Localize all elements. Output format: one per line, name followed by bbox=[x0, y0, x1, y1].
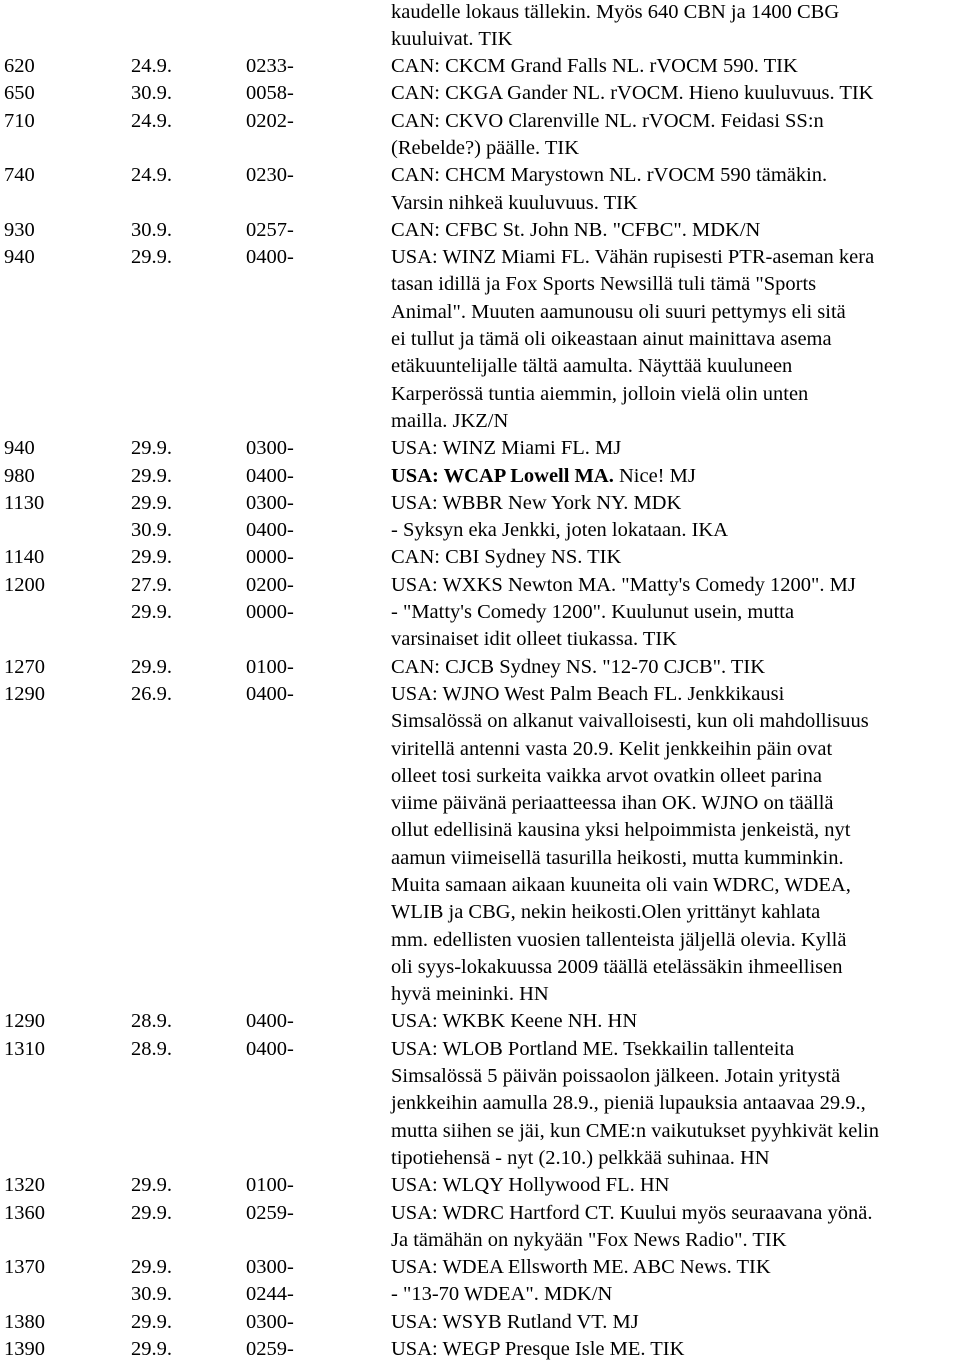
entry-line bbox=[0, 899, 960, 926]
text-segment: USA: WINZ Miami FL. Vähän rupisesti PTR-aseman kera bbox=[391, 246, 875, 269]
entry-line bbox=[0, 353, 960, 380]
entry-line bbox=[0, 1008, 960, 1035]
text-segment: Karperössä tuntia aiemmin, jolloin vielä olin unten bbox=[391, 382, 809, 405]
time: 0202- bbox=[246, 109, 294, 132]
entry-line bbox=[0, 408, 960, 435]
text-segment: CAN: CKCM Grand Falls NL. rVOCM 590. TIK bbox=[391, 55, 798, 78]
text-segment: - Syksyn eka Jenkki, joten lokataan. IKA bbox=[391, 519, 729, 542]
text-segment: oli syys-lokakuussa 2009 täällä etelässäkin ihmeellisen bbox=[391, 955, 843, 978]
time: 0233- bbox=[246, 55, 294, 78]
entry-line bbox=[0, 572, 960, 599]
log-entry bbox=[0, 1281, 960, 1308]
entry-line bbox=[0, 817, 960, 844]
text-segment: (Rebelde?) päälle. TIK bbox=[391, 136, 580, 159]
text-segment: kaudelle lokaus tällekin. Myös 640 CBN ja 1400 CBG bbox=[391, 0, 840, 23]
time: 0400- bbox=[246, 1037, 294, 1060]
text-segment: viime päivänä periaatteessa ihan OK. WJNO on täällä bbox=[391, 792, 834, 815]
log-entry bbox=[0, 1200, 960, 1255]
text-segment: USA: WSYB Rutland VT. MJ bbox=[391, 1310, 639, 1333]
log-entry bbox=[0, 1036, 960, 1172]
entry-line bbox=[0, 1336, 960, 1363]
log-entry bbox=[0, 517, 960, 544]
entry-line bbox=[0, 162, 960, 189]
time: 0244- bbox=[246, 1283, 294, 1306]
entry-line bbox=[0, 190, 960, 217]
date: 24.9. bbox=[131, 109, 172, 132]
entry-text bbox=[391, 435, 621, 462]
date: 29.9. bbox=[131, 464, 172, 487]
entry-line bbox=[0, 244, 960, 271]
date: 29.9. bbox=[131, 1256, 172, 1279]
entry-text bbox=[391, 353, 792, 380]
entry-line bbox=[0, 490, 960, 517]
entry-text bbox=[391, 326, 832, 353]
text-segment: Animal". Muuten aamunousu oli suuri pettymys eli sitä bbox=[391, 300, 846, 323]
entry-line bbox=[0, 872, 960, 899]
time: 0259- bbox=[246, 1338, 294, 1361]
entry-line bbox=[0, 1118, 960, 1145]
frequency: 620 bbox=[4, 55, 35, 78]
frequency: 930 bbox=[4, 218, 35, 241]
frequency: 1360 bbox=[4, 1201, 45, 1224]
entry-text bbox=[391, 408, 508, 435]
text-segment: USA: WJNO West Palm Beach FL. Jenkkikausi bbox=[391, 682, 785, 705]
log-entry bbox=[0, 53, 960, 80]
log-entry bbox=[0, 1309, 960, 1336]
entry-text bbox=[391, 708, 869, 735]
time: 0000- bbox=[246, 601, 294, 624]
text-segment: USA: WBBR New York NY. MDK bbox=[391, 491, 682, 514]
text-segment: mutta siihen se jäi, kun CME:n vaikutukset pyyhkivät kelin bbox=[391, 1119, 879, 1142]
frequency: 1200 bbox=[4, 573, 45, 596]
entry-text bbox=[391, 162, 827, 189]
station-bold: USA: WCAP Lowell MA. bbox=[391, 464, 614, 487]
entry-line bbox=[0, 1145, 960, 1172]
time: 0300- bbox=[246, 1256, 294, 1279]
text-segment: kuuluivat. TIK bbox=[391, 27, 513, 50]
text-segment: Ja tämähän on nykyään "Fox News Radio". TIK bbox=[391, 1228, 787, 1251]
time: 0300- bbox=[246, 437, 294, 460]
text-segment: ollut edellisinä kausina yksi helpoimmista jenkeistä, nyt bbox=[391, 819, 851, 842]
time: 0400- bbox=[246, 519, 294, 542]
entry-line bbox=[0, 381, 960, 408]
text-segment: mailla. JKZ/N bbox=[391, 409, 509, 432]
time: 0200- bbox=[246, 573, 294, 596]
date: 29.9. bbox=[131, 437, 172, 460]
log-entry bbox=[0, 544, 960, 571]
date: 24.9. bbox=[131, 55, 172, 78]
text-segment: CAN: CFBC St. John NB. "CFBC". MDK/N bbox=[391, 218, 761, 241]
text-segment: USA: WDRC Hartford CT. Kuului myös seuraavana yönä. bbox=[391, 1201, 873, 1224]
entry-text bbox=[391, 599, 794, 626]
text-segment: CAN: CKVO Clarenville NL. rVOCM. Feidasi SS:n bbox=[391, 109, 824, 132]
entry-line bbox=[0, 299, 960, 326]
entry-text bbox=[391, 845, 844, 872]
text-segment: Muita samaan aikaan kuuneita oli vain WDRC, WDEA, bbox=[391, 874, 851, 896]
date: 27.9. bbox=[131, 573, 172, 596]
frequency: 650 bbox=[4, 82, 35, 105]
entry-text bbox=[391, 654, 765, 681]
text-segment: - "Matty's Comedy 1200". Kuulunut usein, mutta bbox=[391, 601, 795, 624]
entry-line bbox=[0, 435, 960, 462]
entry-text bbox=[391, 463, 696, 490]
text-segment: Nice! MJ bbox=[613, 464, 696, 487]
entry-text bbox=[391, 299, 846, 326]
text-segment: CAN: CHCM Marystown NL. rVOCM 590 tämäkin. bbox=[391, 164, 828, 187]
date: 29.9. bbox=[131, 246, 172, 269]
log-entry bbox=[0, 490, 960, 517]
text-segment: ei tullut ja tämä oli oikeastaan ainut mainittava asema bbox=[391, 328, 832, 351]
entry-text bbox=[391, 1118, 879, 1145]
entry-line bbox=[0, 681, 960, 708]
entry-line bbox=[0, 1227, 960, 1254]
entry-text bbox=[391, 26, 512, 53]
text-segment: USA: WLOB Portland ME. Tsekkailin tallenteita bbox=[391, 1037, 795, 1060]
frequency: 1290 bbox=[4, 1010, 45, 1033]
entry-line bbox=[0, 1090, 960, 1117]
entry-text bbox=[391, 817, 850, 844]
entry-text bbox=[391, 899, 820, 926]
time: 0257- bbox=[246, 218, 294, 241]
text-segment: etäkuuntelijalle tältä aamulta. Näyttää kuuluneen bbox=[391, 355, 793, 378]
entry-line bbox=[0, 927, 960, 954]
date: 28.9. bbox=[131, 1037, 172, 1060]
entry-line bbox=[0, 135, 960, 162]
text-segment: USA: WDEA Ellsworth ME. ABC News. TIK bbox=[391, 1256, 771, 1279]
frequency: 980 bbox=[4, 464, 35, 487]
log-entry bbox=[0, 599, 960, 654]
frequency: 1310 bbox=[4, 1037, 45, 1060]
entry-text bbox=[391, 544, 621, 571]
date: 26.9. bbox=[131, 682, 172, 705]
entry-text bbox=[391, 190, 638, 217]
log-entry bbox=[0, 463, 960, 490]
text-segment: WLIB ja CBG, nekin heikosti.Olen yrittänyt kahlata bbox=[391, 901, 821, 924]
log-entry bbox=[0, 654, 960, 681]
entry-text bbox=[391, 954, 842, 981]
log-entry bbox=[0, 1254, 960, 1281]
entry-line bbox=[0, 271, 960, 298]
entry-text bbox=[391, 1063, 840, 1090]
entry-text bbox=[391, 1172, 669, 1199]
entry-text bbox=[391, 490, 681, 517]
entry-text bbox=[391, 217, 760, 244]
entry-text bbox=[391, 681, 784, 708]
time: 0400- bbox=[246, 682, 294, 705]
entry-line bbox=[0, 626, 960, 653]
entry-text bbox=[391, 736, 832, 763]
frequency: 940 bbox=[4, 246, 35, 269]
entry-line bbox=[0, 326, 960, 353]
entry-line bbox=[0, 708, 960, 735]
entry-line bbox=[0, 1172, 960, 1199]
entry-text bbox=[391, 517, 728, 544]
entry-line bbox=[0, 463, 960, 490]
date: 29.9. bbox=[131, 491, 172, 514]
frequency: 1140 bbox=[4, 546, 45, 569]
entry-text bbox=[391, 790, 834, 817]
entry-text bbox=[391, 53, 798, 80]
entry-text bbox=[391, 763, 822, 790]
date: 29.9. bbox=[131, 1201, 172, 1224]
entry-text bbox=[391, 872, 851, 899]
time: 0000- bbox=[246, 546, 294, 569]
time: 0300- bbox=[246, 1310, 294, 1333]
entry-line bbox=[0, 1254, 960, 1281]
entry-text bbox=[391, 80, 873, 107]
log-entry bbox=[0, 435, 960, 462]
entry-text bbox=[391, 626, 677, 653]
time: 0100- bbox=[246, 1174, 294, 1197]
log-entry bbox=[0, 162, 960, 217]
text-segment: viritellä antenni vasta 20.9. Kelit jenkkeihin päin ovat bbox=[391, 737, 833, 760]
text-segment: hyvä meininki. HN bbox=[391, 983, 549, 1006]
entry-text bbox=[391, 1200, 872, 1227]
text-segment: tipotiehensä - nyt (2.10.) pelkkää suhinaa. HN bbox=[391, 1146, 770, 1169]
time: 0100- bbox=[246, 655, 294, 678]
entry-text bbox=[391, 1227, 787, 1254]
text-segment: varsinaiset idit olleet tiukassa. TIK bbox=[391, 628, 677, 651]
date: 29.9. bbox=[131, 601, 172, 624]
entry-line bbox=[0, 654, 960, 681]
date: 30.9. bbox=[131, 519, 172, 542]
entry-line bbox=[0, 981, 960, 1008]
entry-line bbox=[0, 544, 960, 571]
frequency: 1290 bbox=[4, 682, 45, 705]
date: 24.9. bbox=[131, 164, 172, 187]
text-segment: aamun viimeisellä tasurilla heikosti, mutta kumminkin. bbox=[391, 846, 844, 869]
text-segment: USA: WINZ Miami FL. MJ bbox=[391, 437, 622, 460]
frequency: 1320 bbox=[4, 1174, 45, 1197]
log-entry bbox=[0, 0, 960, 53]
entry-line bbox=[0, 217, 960, 244]
entry-line bbox=[0, 1063, 960, 1090]
log-entry bbox=[0, 681, 960, 1009]
date: 29.9. bbox=[131, 546, 172, 569]
text-segment: olleet tosi surkeita vaikka arvot ovatkin olleet parina bbox=[391, 764, 822, 787]
text-segment: - "13-70 WDEA". MDK/N bbox=[391, 1283, 613, 1306]
text-segment: CAN: CKGA Gander NL. rVOCM. Hieno kuuluvuus. TIK bbox=[391, 82, 874, 105]
log-entry bbox=[0, 572, 960, 599]
frequency: 1270 bbox=[4, 655, 45, 678]
entry-text bbox=[391, 271, 816, 298]
date: 29.9. bbox=[131, 1174, 172, 1197]
entry-text bbox=[391, 1008, 637, 1035]
time: 0230- bbox=[246, 164, 294, 187]
time: 0058- bbox=[246, 82, 294, 105]
entry-line bbox=[0, 0, 960, 26]
frequency: 1380 bbox=[4, 1310, 45, 1333]
date: 30.9. bbox=[131, 82, 172, 105]
log-entry bbox=[0, 217, 960, 244]
entry-text bbox=[391, 135, 579, 162]
entry-text bbox=[391, 108, 824, 135]
date: 29.9. bbox=[131, 1338, 172, 1361]
log-entry bbox=[0, 1008, 960, 1035]
frequency: 1390 bbox=[4, 1338, 45, 1361]
frequency: 740 bbox=[4, 164, 35, 187]
text-segment: Simsalössä on alkanut vaivalloisesti, kun oli mahdollisuus bbox=[391, 710, 869, 733]
date: 29.9. bbox=[131, 1310, 172, 1333]
text-segment: USA: WKBK Keene NH. HN bbox=[391, 1010, 638, 1033]
entry-line bbox=[0, 1281, 960, 1308]
entry-line bbox=[0, 108, 960, 135]
text-segment: CAN: CJCB Sydney NS. "12-70 CJCB". TIK bbox=[391, 655, 766, 678]
entry-text bbox=[391, 572, 856, 599]
entry-text bbox=[391, 1281, 612, 1308]
entry-line bbox=[0, 763, 960, 790]
entry-text bbox=[391, 244, 874, 271]
entry-line bbox=[0, 80, 960, 107]
frequency: 1370 bbox=[4, 1256, 45, 1279]
time: 0259- bbox=[246, 1201, 294, 1224]
log-entry bbox=[0, 80, 960, 107]
entry-text bbox=[391, 927, 846, 954]
text-segment: tasan idillä ja Fox Sports Newsillä tuli tämä "Sports bbox=[391, 273, 817, 296]
date: 30.9. bbox=[131, 218, 172, 241]
entry-line bbox=[0, 517, 960, 544]
text-segment: mm. edellisten vuosien tallenteista jäljellä olevia. Kyllä bbox=[391, 928, 847, 951]
entry-line bbox=[0, 736, 960, 763]
log-entry bbox=[0, 1172, 960, 1199]
entry-line bbox=[0, 790, 960, 817]
text-segment: USA: WEGP Presque Isle ME. TIK bbox=[391, 1338, 685, 1361]
date: 29.9. bbox=[131, 655, 172, 678]
frequency: 1130 bbox=[4, 491, 45, 514]
entry-line bbox=[0, 954, 960, 981]
time: 0400- bbox=[246, 1010, 294, 1033]
log-entry bbox=[0, 244, 960, 435]
entry-line bbox=[0, 1309, 960, 1336]
entry-text bbox=[391, 1309, 639, 1336]
entry-line bbox=[0, 26, 960, 53]
text-segment: Simsalössä 5 päivän poissaolon jälkeen. Jotain yritystä bbox=[391, 1065, 841, 1088]
log-entry bbox=[0, 1336, 960, 1363]
time: 0400- bbox=[246, 464, 294, 487]
entry-text bbox=[391, 1036, 794, 1063]
entry-text bbox=[391, 1090, 866, 1117]
entry-line bbox=[0, 1200, 960, 1227]
entry-line bbox=[0, 599, 960, 626]
frequency: 940 bbox=[4, 437, 35, 460]
date: 30.9. bbox=[131, 1283, 172, 1306]
entry-text bbox=[391, 1145, 770, 1172]
entry-text bbox=[391, 381, 808, 408]
entry-line bbox=[0, 1036, 960, 1063]
text-segment: USA: WLQY Hollywood FL. HN bbox=[391, 1174, 670, 1197]
entry-text bbox=[391, 981, 549, 1008]
log-entry bbox=[0, 108, 960, 163]
text-segment: jenkkeihin aamulla 28.9., pieniä lupauksia antaavaa 29.9., bbox=[391, 1092, 866, 1115]
entry-text bbox=[391, 0, 839, 26]
entry-line bbox=[0, 53, 960, 80]
frequency: 710 bbox=[4, 109, 35, 132]
text-segment: CAN: CBI Sydney NS. TIK bbox=[391, 546, 622, 569]
entry-text bbox=[391, 1254, 771, 1281]
date: 28.9. bbox=[131, 1010, 172, 1033]
time: 0400- bbox=[246, 246, 294, 269]
time: 0300- bbox=[246, 491, 294, 514]
text-segment: Varsin nihkeä kuuluvuus. TIK bbox=[391, 191, 638, 214]
entry-text bbox=[391, 1336, 684, 1363]
entry-line bbox=[0, 845, 960, 872]
text-segment: USA: WXKS Newton MA. "Matty's Comedy 1200". MJ bbox=[391, 573, 856, 596]
